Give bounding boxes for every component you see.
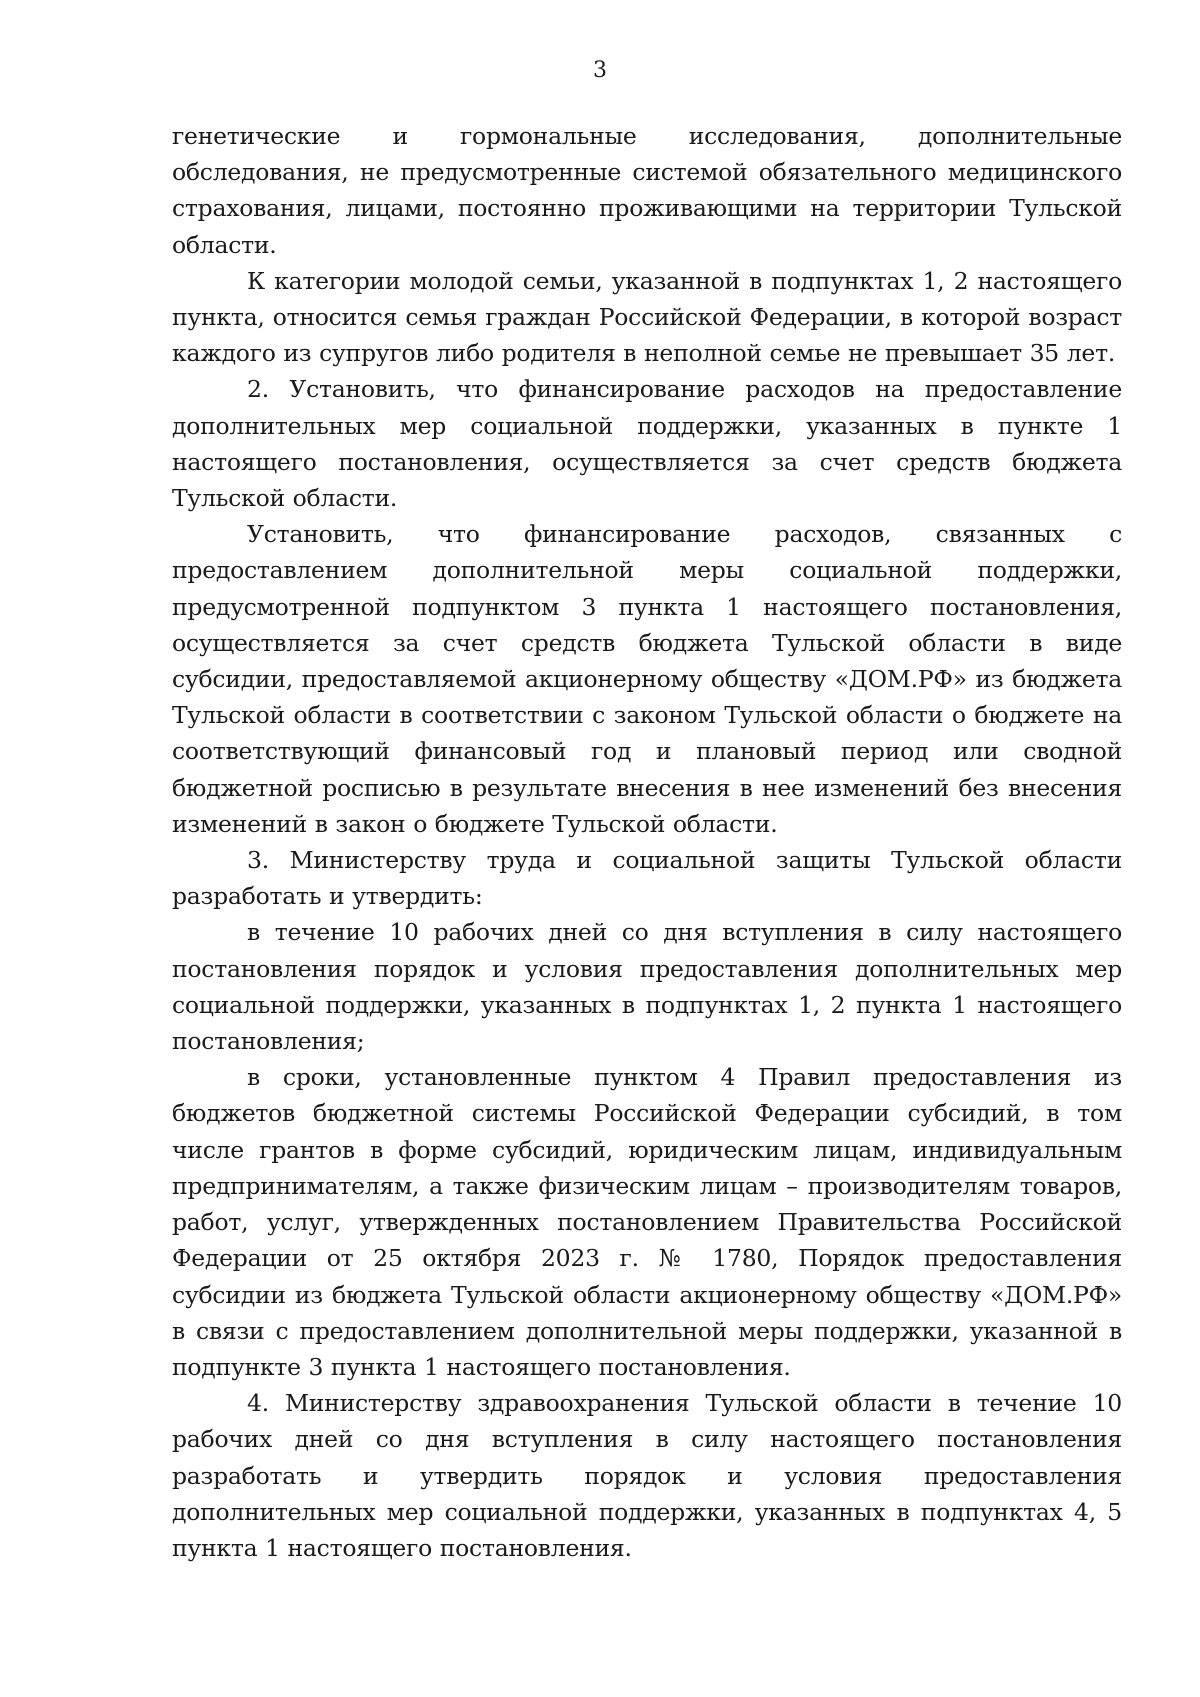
document-body	[172, 118, 1122, 1566]
paragraph-young-family-definition: К категории молодой семьи, указанной в подпунктах 1, 2 настоящего пункта, относится семья граждан Российской Федерации, в которой возраст каждого из супругов либо родителя в неполной семье не превышает 35 лет.	[172, 266, 1122, 368]
page-number: 3	[593, 58, 607, 83]
paragraph-item-2: 2. Установить, что финансирование расходов на предоставление дополнительных мер социальной поддержки, указанных в пункте 1 настоящего постановления, осуществляется за счет средств бюджета Тульской области.	[172, 375, 1122, 513]
paragraph-item-3: 3. Министерству труда и социальной защиты Тульской области разработать и утвердить:	[172, 846, 1122, 911]
paragraph-item-3-deadlines: в сроки, установленные пунктом 4 Правил предоставления из бюджетов бюджетной системы Российской Федерации субсидий, в том числе грантов в форме субсидий, юридическим лицам, индивидуальным предпринимателям, а также физическим лицам – производителям товаров, работ, услуг, утвержденных постановлением Правительства Российской Федерации от 25 октября 2023 г. № 1780, Порядок предоставления субсидии из бюджета Тульской области акционерному обществу «ДОМ.РФ» в связи с предоставлением дополнительной меры поддержки, указанной в подпункте 3 пункта 1 настоящего постановления.	[172, 1063, 1122, 1381]
paragraph-item-2-financing: Установить, что финансирование расходов, связанных с предоставлением дополнительной меры социальной поддержки, предусмотренной подпунктом 3 пункта 1 настоящего постановления, осуществляется за счет средств бюджета Тульской области в виде субсидии, предоставляемой акционерному обществу «ДОМ.РФ» из бюджета Тульской области в соответствии с законом Тульской области о бюджете на соответствующий финансовый год и плановый период или сводной бюджетной росписью в результате внесения в нее изменений без внесения изменений в закон о бюджете Тульской области.	[172, 520, 1122, 838]
paragraph-continuation: генетические и гормональные исследования, дополнительные обследования, не предусмотренные системой обязательного медицинского страхования, лицами, постоянно проживающими на территории Тульской области.	[172, 122, 1122, 259]
paragraph-item-3-term: в течение 10 рабочих дней со дня вступления в силу настоящего постановления порядок и условия предоставления дополнительных мер социальной поддержки, указанных в подпунктах 1, 2 пункта 1 настоящего постановления;	[172, 918, 1122, 1056]
paragraph-item-4: 4. Министерству здравоохранения Тульской области в течение 10 рабочих дней со дня вступления в силу настоящего постановления разработать и утвердить порядок и условия предоставления дополнительных мер социальной поддержки, указанных в подпунктах 4, 5 пункта 1 настоящего постановления.	[172, 1389, 1122, 1562]
